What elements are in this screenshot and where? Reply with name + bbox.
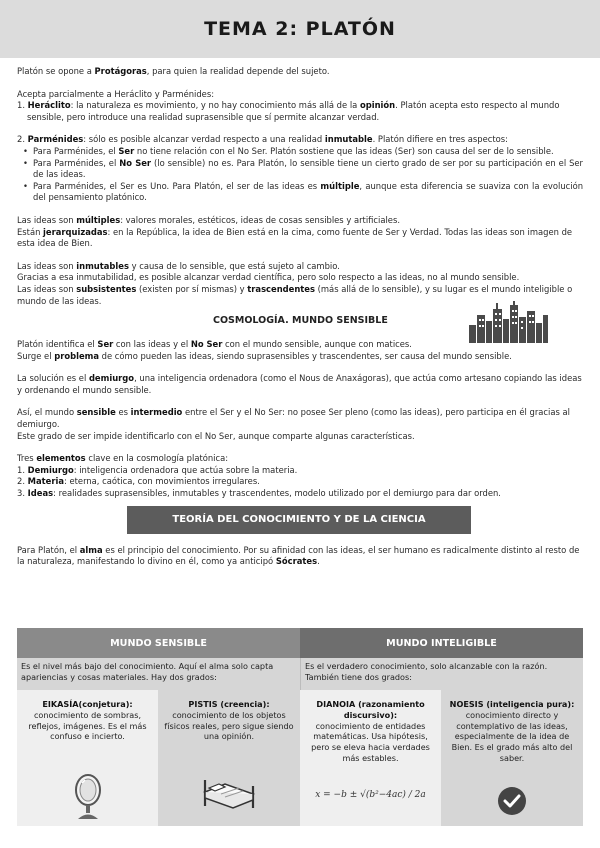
noesis-title: NOESIS (inteligencia pura): [449,699,575,709]
ideas-multiples: Las ideas son múltiples: valores morales, estéticos, ideas de cosas sensibles y artificiales. [17,214,400,225]
intro-paragraph: Platón se opone a Protágoras, para quien la realidad depende del sujeto. [17,66,330,76]
city-skyline-icon [467,301,549,343]
title-bar [0,0,600,58]
knowledge-table [17,628,583,826]
eikasia-text: conocimiento de sombras, reflejos, imágenes. Es el más confuso e incierto. [28,709,147,742]
cosmologia-heading: COSMOLOGÍA. MUNDO SENSIBLE [213,315,388,327]
parmenides-bullet-2: • Para Parménides, el No Ser (lo sensible) no es. Para Platón, lo sensible tiene un cierto grado de ser por su participación en el Ser de las ideas. [17,158,583,181]
mundo-inteligible-desc: Es el verdadero conocimiento, solo alcanzable con la razón. También tiene dos grados: [300,658,583,690]
dianoia-cell [300,690,441,826]
cosmologia-p3-b: Este grado de ser impide identificarlo con el No Ser, aunque comparte algunas características. [17,430,415,441]
pistis-title: PISTIS (creencia): [188,699,270,709]
elementos-intro: Tres elementos clave en la cosmología platónica: [17,453,229,464]
elementos-item-3: 3. Ideas: realidades suprasensibles, inmutables y trascendentes, modelo utilizado por el demiurgo para dar orden. [17,488,501,499]
eikasia-title: EIKASÍA(conjetura): [42,699,133,709]
parmenides-item: 2. Parménides: sólo es posible alcanzar verdad respecto a una realidad inmutable. Platón difiere en tres aspectos: [17,134,508,145]
teoria-paragraph: Para Platón, el alma es el principio del conocimiento. Por su afinidad con las ideas, el ser humano es radicalmente distinto al resto de la naturaleza, manifestando lo divino en él, como ya anticipó Sócrates. [17,544,580,567]
parmenides-bullet-1: • Para Parménides, el Ser no tiene relación con el No Ser. Platón sostiene que las ideas (Ser) son causa del ser de lo sensible. [17,146,583,158]
page-title: TEMA 2: PLATÓN [204,18,396,40]
dianoia-text: conocimiento de entidades matemáticas. Usa hipótesis, pero se eleva hacia verdades más estables. [311,720,430,763]
cosmologia-heading-row [17,307,583,333]
ideas-jerarquizadas: Están jerarquizadas: en la República, la idea de Bien está en la cima, como fuente de Ser y Verdad. Todas las ideas son imagen de esta idea de Bien. [17,226,573,249]
noesis-cell [441,690,583,826]
heraclito-item: 1. Heráclito: la naturaleza es movimiento, y no hay conocimiento más allá de la opinión. Platón acepta esto respecto al mundo sensible, pero introduce una realidad suprasensible que sí permite alcanzar verdad. [17,100,560,122]
cosmologia-p3-a: Así, el mundo sensible es intermedio entre el Ser y el No Ser: no posee Ser pleno (como las ideas), pero participa en él gracias al demiurgo. [17,407,570,430]
teoria-heading: TEORÍA DEL CONOCIMIENTO Y DE LA CIENCIA [127,506,471,534]
noesis-text: conocimiento directo y contemplativo de las ideas, especialmente de la idea de Bien. Es el grado más alto del saber. [451,709,573,763]
mundo-inteligible-header: MUNDO INTELIGIBLE [300,628,583,658]
eikasia-cell [17,690,158,826]
pistis-cell [158,690,300,826]
formula-icon: x = −b ± √(b²−4ac) / 2a [315,790,426,800]
mirror-icon [71,774,105,820]
elementos-item-2: 2. Materia: eterna, caótica, con movimientos irregulares. [17,476,260,487]
content [17,66,583,568]
ideas-subsistentes: Las ideas son subsistentes (existen por sí mismas) y trascendentes (más allá de lo sensible), y su lugar es el mundo inteligible o mundo de las ideas. [17,283,573,306]
mundo-sensible-header: MUNDO SENSIBLE [17,628,300,658]
ideas-inmutables: Las ideas son inmutables y causa de lo sensible, que está sujeto al cambio. [17,260,340,271]
mundo-sensible-desc: Es el nivel más bajo del conocimiento. Aquí el alma solo capta apariencias y cosas materiales. Hay dos grados: [17,658,300,690]
parmenides-bullet-3: • Para Parménides, el Ser es Uno. Para Platón, el ser de las ideas es múltiple, aunque esta diferencia se suaviza con la evolución del pensamiento platónico. [17,181,583,204]
dianoia-title: DIANOIA (razonamiento discursivo): [316,699,425,720]
cosmologia-p1-a: Platón identifica el Ser con las ideas y el No Ser con el mundo sensible, aunque con matices. [17,339,412,350]
ideas-verdad: Gracias a esa inmutabilidad, es posible alcanzar verdad científica, pero solo respecto a las ideas, no al mundo sensible. [17,272,520,283]
check-icon [497,786,527,816]
cosmologia-p1-b: Surge el problema de cómo pueden las ideas, siendo suprasensibles y trascendentes, ser causa del mundo sensible. [17,350,512,361]
elementos-item-1: 1. Demiurgo: inteligencia ordenadora que actúa sobre la materia. [17,464,298,475]
acepta-line: Acepta parcialmente a Heráclito y Parménides: [17,88,215,99]
cosmologia-p2: La solución es el demiurgo, una inteligencia ordenadora (como el Nous de Anaxágoras), que actúa como artesano copiando las ideas y ordenando el mundo sensible. [17,373,582,395]
pistis-text: conocimiento de los objetos físicos reales, pero sigue siendo una opinión. [164,709,294,742]
bed-icon [199,772,259,814]
